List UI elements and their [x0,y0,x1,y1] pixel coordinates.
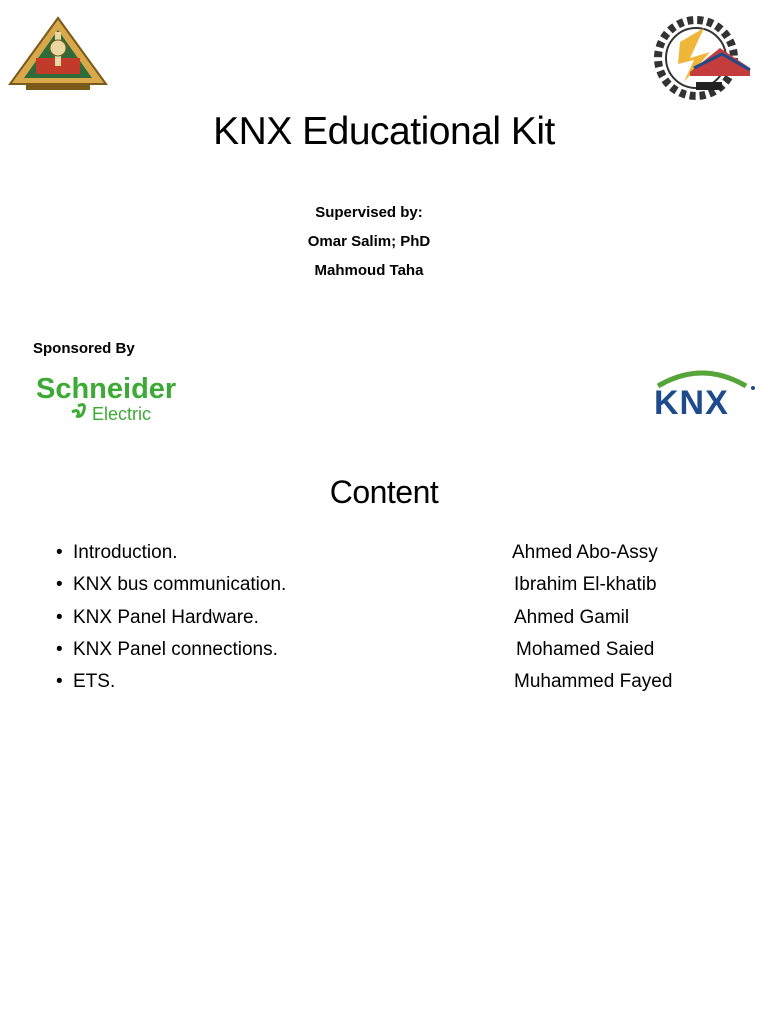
topic-text: Introduction. [73,542,178,563]
svg-text:Electric: Electric [92,404,152,424]
page-title: KNX Educational Kit [213,110,555,153]
title-slide [0,0,768,440]
sponsored-by-label: Sponsored By [33,340,135,357]
bullet-icon: • [56,606,63,628]
faculty-of-engineering-gear-logo [650,12,754,100]
knx-logo [650,364,760,422]
topic-text: KNX Panel Hardware. [73,606,259,628]
list-item [56,637,746,669]
presenter-name: Mohamed Saied [516,638,655,660]
bullet-icon: • [56,638,63,660]
topic-list [56,540,746,701]
supervisor-name: Omar Salim; PhD [307,233,431,250]
topic-text: KNX bus communication. [73,574,287,596]
list-item [56,540,746,572]
supervision-block [0,198,738,285]
svg-text:KNX: KNX [654,384,729,422]
bullet-icon: • [56,574,63,596]
university-crest-icon [6,14,110,96]
supervisor-name: Mahmoud Taha [314,262,424,279]
schneider-electric-logo [34,368,184,428]
presenter-name: Muhammed Fayed [514,671,673,693]
topic-text: ETS. [73,671,116,693]
list-item [56,605,746,637]
svg-text:Schneider: Schneider [36,373,177,405]
content-title: Content [329,474,439,510]
topic-text: KNX Panel connections. [73,638,278,660]
presenter-name: Ahmed Gamil [514,606,630,628]
presenter-name: Ahmed Abo-Assy [512,542,658,563]
bullet-icon: • [56,671,63,693]
bullet-icon: • [56,542,63,563]
supervised-by-label: Supervised by: [315,204,423,221]
list-item [56,669,746,701]
presenter-name: Ibrahim El-khatib [514,574,657,596]
list-item [56,572,746,604]
